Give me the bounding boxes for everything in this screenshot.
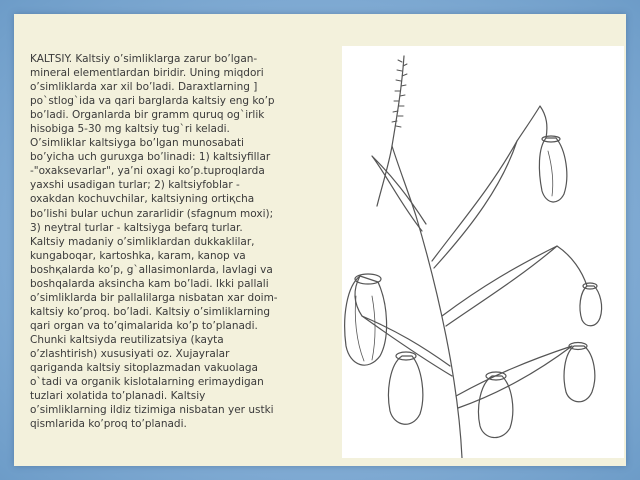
- tendril-middle: [557, 246, 587, 286]
- leaf-middle-right: [442, 246, 557, 326]
- pitcher-bottom-left: [389, 352, 423, 424]
- pitcher-upper-right: [539, 136, 566, 202]
- leaf-lower-left: [362, 316, 452, 376]
- main-stem: [392, 146, 462, 458]
- pitcher-left-large: [345, 274, 387, 365]
- leaf-lower-right: [456, 346, 572, 408]
- leaf-upper-right: [432, 141, 517, 268]
- pitcher-plant-illustration: [342, 46, 624, 458]
- pitcher-plant-drawing: [342, 46, 624, 458]
- body-text: KALTSIY. Kaltsiy o’simliklarga zarur bo’lgan- mineral elementlardan biridir. Uning miqdori o’simliklarda xar xil bo’ladi. Daraxtlarning ] po`stlog`ida va qari barglarda kaltsiy eng ko’p bo’ladi. Organlarda bir gramm quruq og`irlik hisobiga 5-30 mg kaltsiy tug`ri keladi. O’simliklar kaltsiyga bo’lgan munosabati bo’yicha uch guruxga bo’linadi: 1) kaltsiyfillar -"oxaksevarlar", ya’ni oxagi ko’p.tuproqlarda yaxshi usadigan turlar; 2) kaltsiyfoblar - oxakdan kochuvchilar, kaltsiyning ortiқcha bo’lishi bular uchun zararlidir (sfagnum moxi); 3) neytral turlar - kaltsiyga befarq turlar. Kaltsiy madaniy o’simliklardan dukkaklilar, kungaboqar, kartoshka, karam, kanop va boshқalarda ko’p, g`allasimonlarda, lavlagi va boshqalarda aksincha kam bo’ladi. Ikki pallali o’simliklarda bir pallalilarga nisbatan xar doim- kaltsiy ko’proq. bo’ladi. Kaltsiy o’simliklarning qari organ va to’qimalarida ko’p to’planadi. Chunki kaltsiyda reutilizatsiya (kayta o’zlashtirish) xususiyati oz. Xujayralar qariganda kaltsiy sitoplazmadan vakuolaga o`tadi va organik kislotalarning erimaydigan tuzlari xolatida to’planadi. Kaltsiy o’simliklarning ildiz tizimiga nisbatan yer ustki qismlarida ko’proq to’planadi.: [30, 53, 278, 431]
- pitcher-center-small: [580, 283, 602, 326]
- tendril-right: [517, 106, 547, 141]
- pitcher-bottom-right: [564, 343, 595, 402]
